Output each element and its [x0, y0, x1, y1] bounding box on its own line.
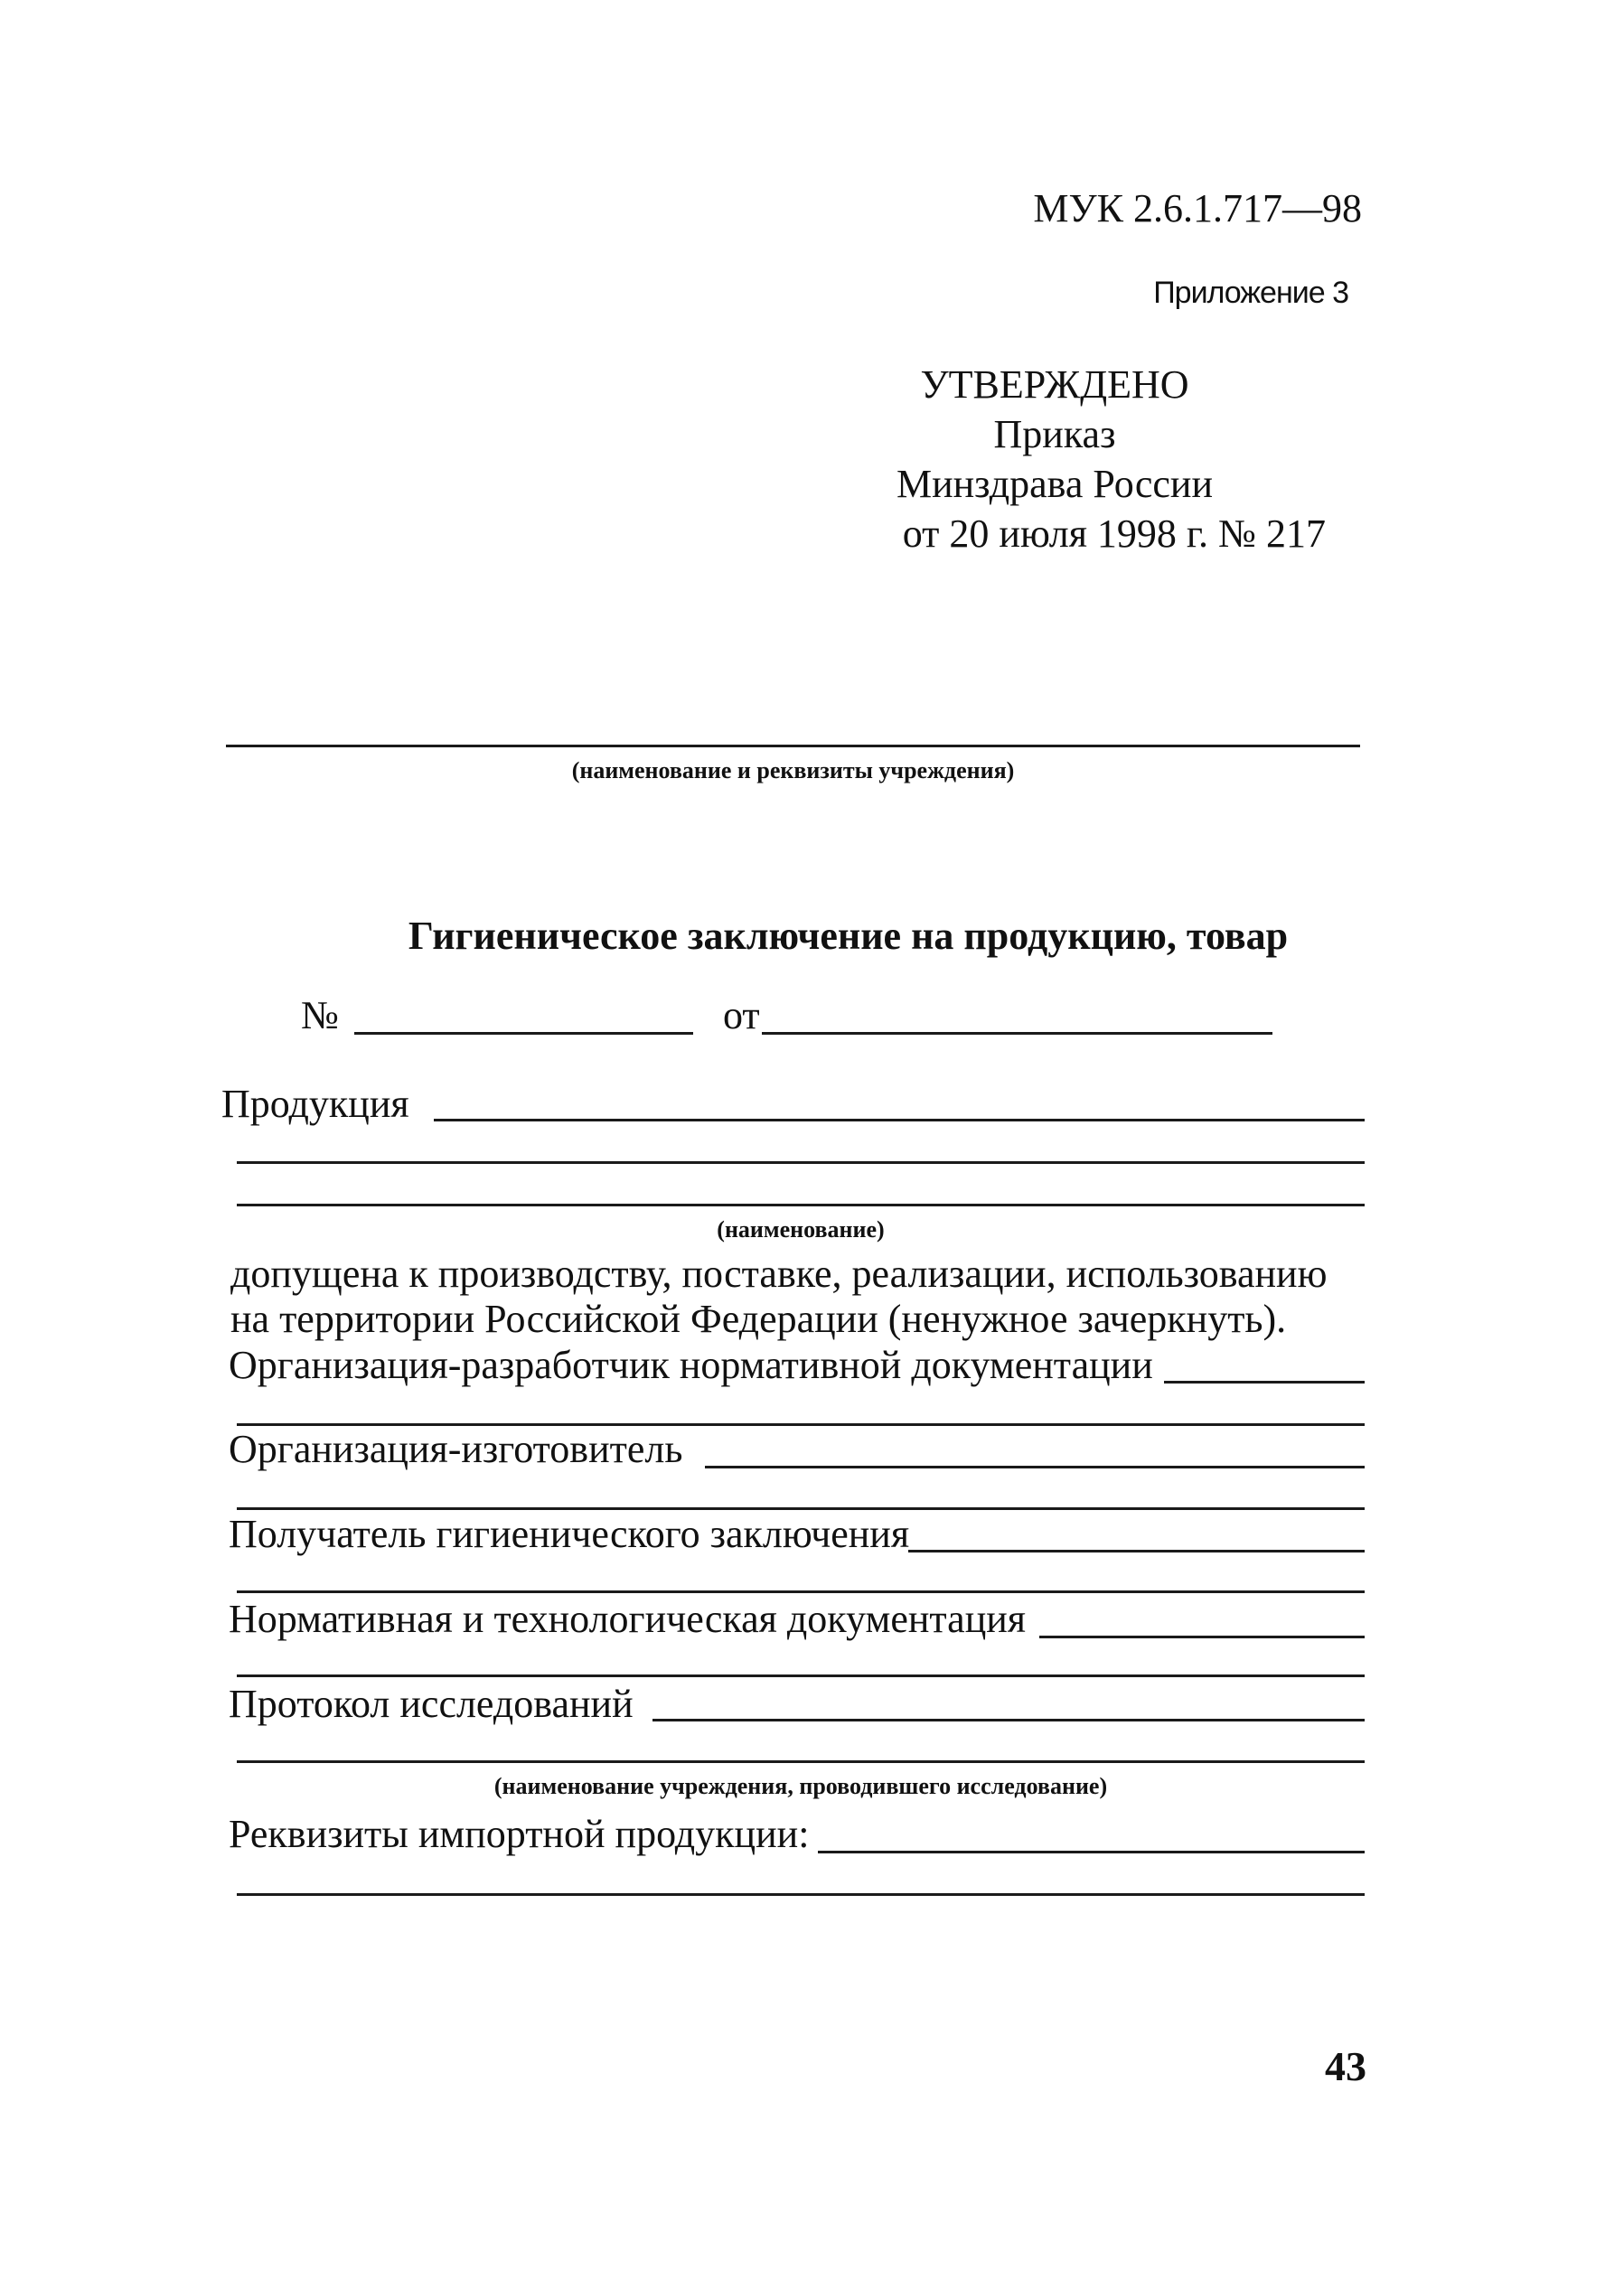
product-label: Продукция: [221, 1082, 409, 1126]
admission-paragraph: допущена к производству, поставке, реализации, использованию на территории Российской Федерации (ненужное зачеркнуть).: [230, 1252, 1328, 1341]
import-label: Реквизиты импортной продукции:: [229, 1812, 810, 1856]
product-line-3: [237, 1204, 1365, 1206]
institution-line: [226, 745, 1360, 747]
annex-label: Приложение 3: [1153, 276, 1348, 310]
approved-date: от 20 июля 1998 г. № 217: [902, 511, 1326, 556]
protocol-line-2: [237, 1760, 1365, 1763]
developer-label: Организация-разработчик нормативной документации: [229, 1343, 1153, 1387]
number-line: [354, 1032, 693, 1035]
product-line-2: [237, 1161, 1365, 1164]
recipient-line-2: [237, 1590, 1365, 1593]
manufacturer-line-1: [705, 1466, 1365, 1468]
from-label: от: [723, 993, 760, 1037]
product-line-1: [434, 1119, 1365, 1121]
import-line-1: [818, 1851, 1365, 1853]
normative-label: Нормативная и технологическая документация: [229, 1597, 1027, 1641]
number-label: №: [301, 993, 339, 1037]
recipient-label: Получатель гигиенического заключения: [229, 1512, 910, 1556]
manufacturer-line-2: [237, 1507, 1365, 1510]
product-name-caption: (наименование): [717, 1216, 885, 1243]
approved-ministry: Минздрава России: [896, 462, 1214, 506]
developer-line-1: [1164, 1381, 1365, 1384]
lab-caption: (наименование учреждения, проводившего исследование): [493, 1773, 1108, 1799]
manufacturer-label: Организация-изготовитель: [229, 1427, 683, 1471]
document-code: МУК 2.6.1.717—98: [1033, 186, 1362, 230]
approval-block: [784, 360, 1326, 558]
institution-caption: (наименование и реквизиты учреждения): [571, 757, 1015, 783]
import-line-2: [237, 1893, 1365, 1896]
approved-order: Приказ: [993, 412, 1116, 456]
protocol-label: Протокол исследований: [229, 1682, 634, 1726]
protocol-line-1: [652, 1719, 1365, 1721]
approved-label: УТВЕРЖДЕНО: [920, 362, 1189, 407]
normative-line-1: [1039, 1636, 1365, 1638]
normative-line-2: [237, 1674, 1365, 1677]
page-number: 43: [1325, 2043, 1366, 2089]
date-line: [762, 1032, 1272, 1035]
recipient-line-1: [908, 1550, 1365, 1552]
document-title: Гигиеническое заключение на продукцию, товар: [408, 914, 1289, 958]
